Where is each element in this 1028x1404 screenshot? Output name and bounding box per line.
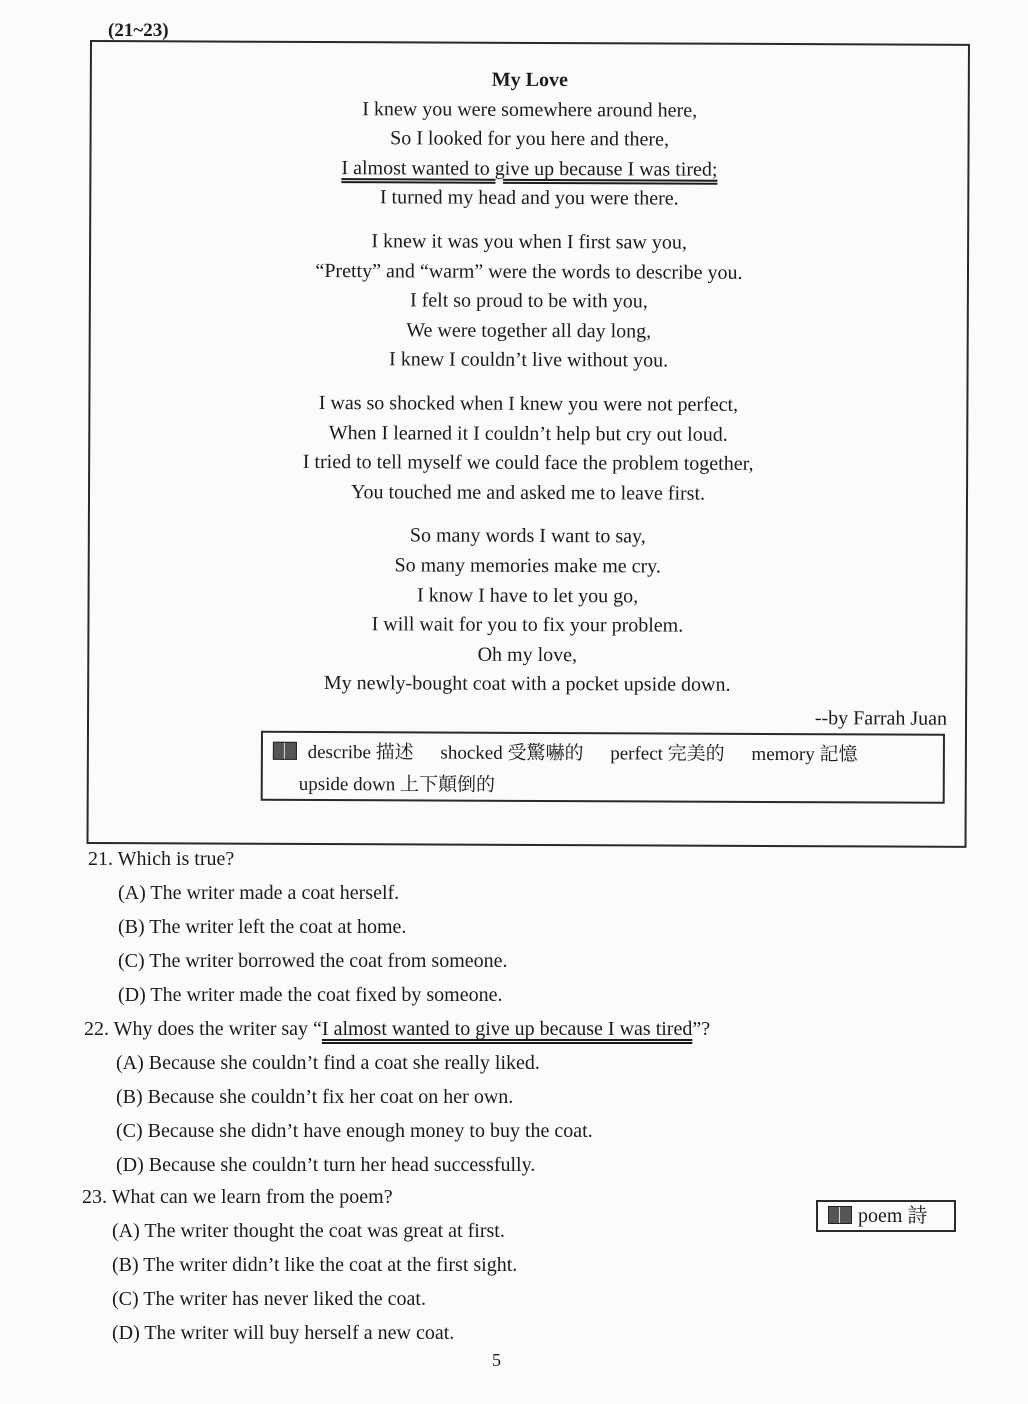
poem-line: I know I have to let you go,	[416, 583, 639, 607]
vocab-row	[273, 769, 933, 804]
poem-line: I turned my head and you were there.	[379, 186, 679, 210]
vocab-term: describe 描述	[307, 741, 414, 764]
section-label: (21~23)	[108, 20, 169, 41]
poem-line: I knew it was you when I first saw you,	[371, 230, 687, 254]
option-21a[interactable]: (A) The writer made a coat herself.	[118, 882, 400, 904]
option-21b[interactable]: (B) The writer left the coat at home.	[118, 916, 407, 938]
option-23b[interactable]: (B) The writer didn’t like the coat at the first sight.	[112, 1254, 518, 1276]
poem-line: We were together all day long,	[406, 319, 652, 343]
poem-vocab-term: poem 詩	[858, 1205, 928, 1227]
poem-stanza	[89, 520, 966, 701]
option-21c[interactable]: (C) The writer borrowed the coat from someone.	[118, 950, 508, 972]
poem-line: So many memories make me cry.	[394, 554, 661, 578]
question-23: 23. What can we learn from the poem?	[82, 1186, 393, 1208]
poem-line: I was so shocked when I knew you were not perfect,	[318, 391, 739, 416]
question-21: 21. Which is true?	[88, 848, 235, 870]
question-22	[84, 1016, 710, 1042]
vocab-term: perfect 完美的	[610, 743, 725, 765]
poem-line: I tried to tell myself we could face the problem together,	[302, 451, 754, 476]
underlined-line: I almost wanted to give up because I was tired;	[341, 156, 718, 181]
option-23a[interactable]: (A) The writer thought the coat was great at first.	[112, 1220, 505, 1242]
vocab-term: shocked 受驚嚇的	[440, 742, 584, 765]
option-21d[interactable]: (D) The writer made the coat fixed by someone.	[118, 984, 503, 1006]
option-23c[interactable]: (C) The writer has never liked the coat.	[112, 1288, 426, 1310]
question-22-quote: I almost wanted to give up because I was tired	[321, 1018, 693, 1040]
option-22b[interactable]: (B) Because she couldn’t fix her coat on her own.	[116, 1086, 514, 1108]
poem-line: I knew you were somewhere around here,	[362, 97, 698, 122]
poem-box	[86, 40, 969, 848]
poem-line: “Pretty” and “warm” were the words to describe you.	[315, 259, 743, 284]
poem-vocab-box	[816, 1200, 956, 1232]
vocab-term: upside down 上下顛倒的	[298, 773, 496, 796]
option-22a[interactable]: (A) Because she couldn’t find a coat she really liked.	[116, 1052, 540, 1074]
book-icon	[828, 1206, 852, 1224]
poem-stanza	[91, 226, 968, 378]
vocab-box	[261, 731, 945, 804]
poem-line: I knew I couldn’t live without you.	[389, 348, 669, 372]
option-23d[interactable]: (D) The writer will buy herself a new coat.	[112, 1322, 455, 1344]
poem-line: My newly-bought coat with a pocket upside down.	[323, 672, 731, 697]
poem-line: So I looked for you here and there,	[390, 127, 670, 151]
book-icon	[273, 742, 297, 760]
poem-author: --by Farrah Juan	[814, 707, 948, 730]
poem	[89, 64, 968, 702]
question-22-suffix: ”?	[692, 1018, 711, 1040]
poem-title: My Love	[491, 68, 568, 92]
poem-line: When I learned it I couldn’t help but cry out loud.	[328, 421, 728, 446]
poem-line: Oh my love,	[477, 643, 578, 666]
poem-line: So many words I want to say,	[409, 524, 646, 548]
option-22c[interactable]: (C) Because she didn’t have enough money to buy the coat.	[116, 1120, 593, 1142]
poem-stanza	[91, 94, 968, 216]
vocab-term: memory 記憶	[751, 743, 858, 766]
poem-line: You touched me and asked me to leave first.	[350, 480, 706, 505]
poem-line: I felt so proud to be with you,	[409, 289, 648, 313]
poem-stanza	[90, 388, 967, 510]
option-22d[interactable]: (D) Because she couldn’t turn her head successfully.	[116, 1154, 536, 1176]
poem-line	[91, 153, 967, 186]
page-number: 5	[492, 1350, 501, 1370]
question-22-prefix: 22. Why does the writer say “	[84, 1018, 322, 1040]
poem-line: I will wait for you to fix your problem.	[371, 613, 684, 637]
vocab-row	[273, 737, 933, 772]
